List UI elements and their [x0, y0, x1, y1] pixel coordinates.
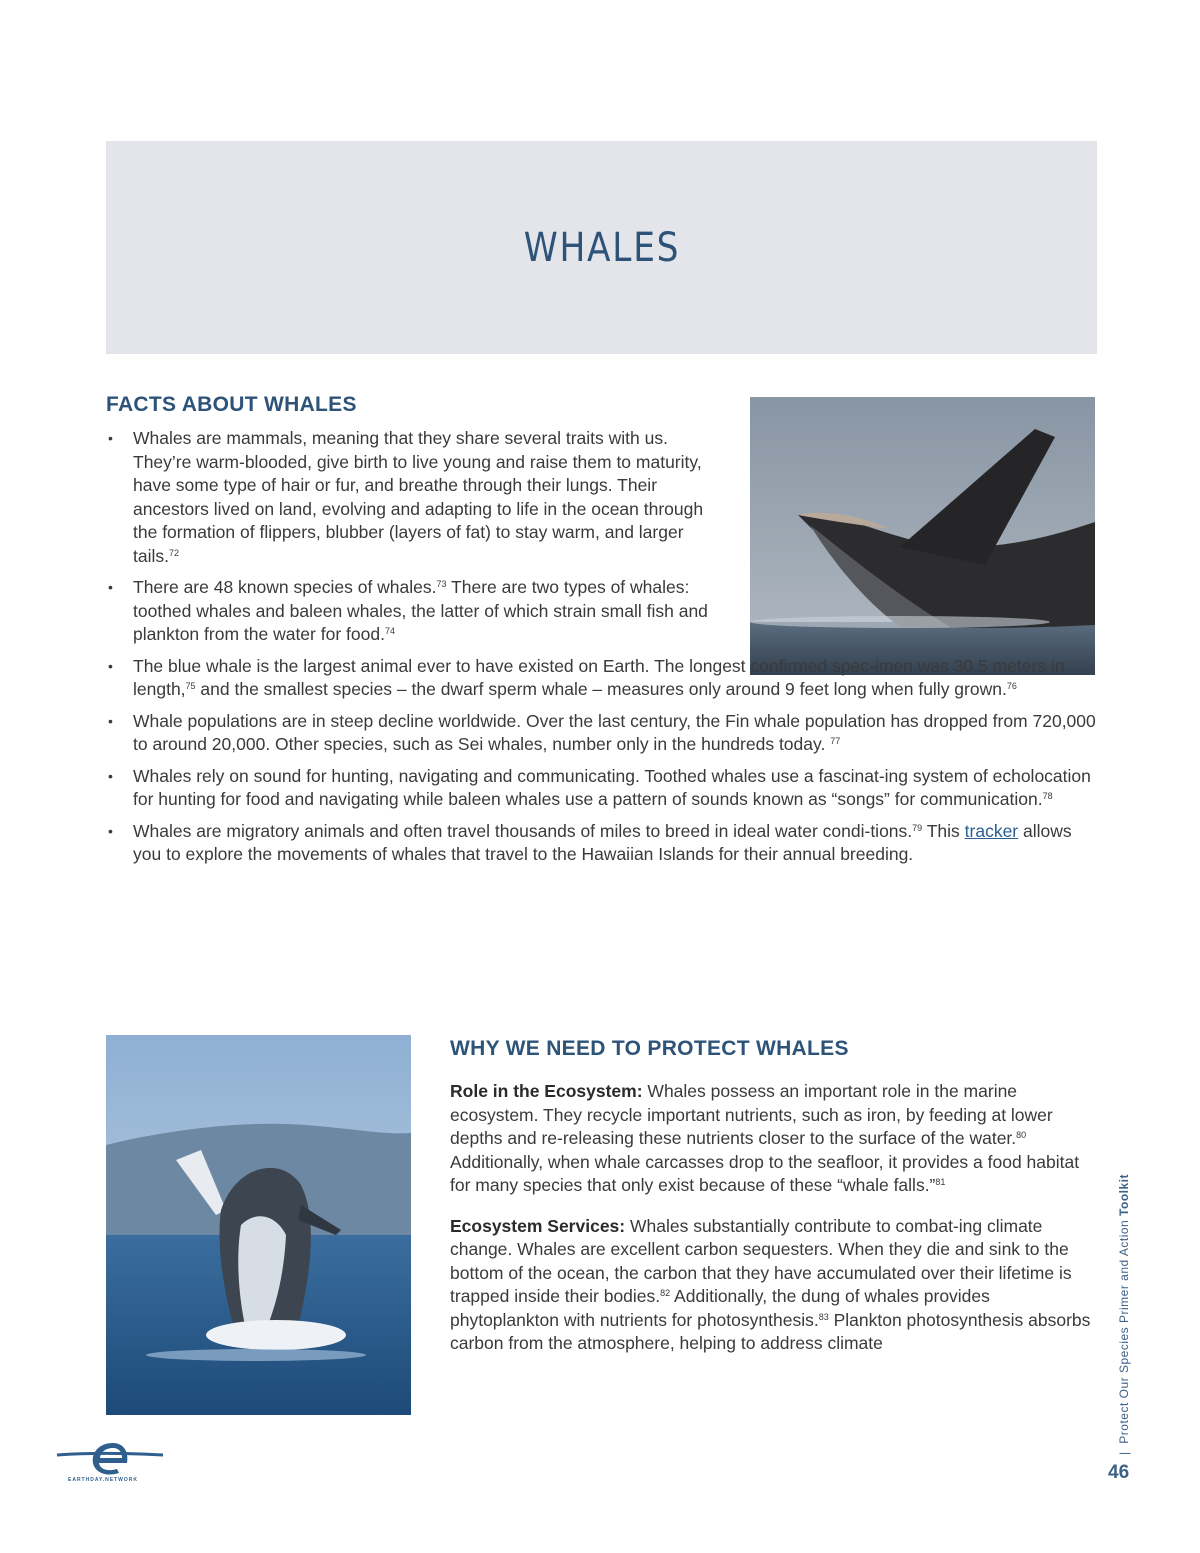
- list-item: • There are 48 known species of whales.$^{73}$ There are two types of whales: toothed whales and baleen whales, the latter of which strain small fish and plankton from the water for food.$^{74}$: [106, 576, 723, 647]
- facts-heading: FACTS ABOUT WHALES: [106, 393, 357, 416]
- why-protect-heading: WHY WE NEED TO PROTECT WHALES: [450, 1037, 849, 1060]
- page-number: 46: [1108, 1462, 1130, 1483]
- humpback-breach-photo: [106, 1035, 411, 1415]
- list-item: • Whales are migratory animals and often travel thousands of miles to breed in ideal water condi-tions.$^{79}$ This tracker allows you to explore the movements of whales that travel to the Hawaiian Islands for their annual breeding.: [106, 820, 1096, 867]
- page-title: WHALES: [523, 224, 680, 271]
- list-item: • The blue whale is the largest animal ever to have existed on Earth. The longest confirmed spec-imen was 30.5 meters in length,$^{75}$ and the smallest species – the dwarf sperm whale – measures only around 9 feet long when fully grown.$^{76}$: [106, 655, 1096, 702]
- facts-list: [106, 427, 1096, 875]
- title-banner: [106, 141, 1097, 354]
- role-in-ecosystem-paragraph: Role in the Ecosystem: Whales possess an important role in the marine ecosystem. They recycle important nutrients, such as iron, by feeding at lower depths and re-releasing these nutrients closer to the surface of the water.$^{80}$ Additionally, when whale carcasses drop to the seafloor, it provides a food habitat for many species that only exist because of these “whale falls.”$^{81}$: [450, 1081, 1080, 1195]
- why-protect-body: [450, 1080, 1098, 1373]
- list-item: • Whales rely on sound for hunting, navigating and communicating. Toothed whales use a fascinat-ing system of echolocation for hunting for food and navigating while baleen whales use a pattern of sounds known as “songs” for communication.$^{78}$: [106, 765, 1096, 812]
- logo-text: EARTHDAY.NETWORK: [68, 1477, 138, 1483]
- tracker-link[interactable]: tracker: [964, 820, 1019, 841]
- list-item: • Whales are mammals, meaning that they share several traits with us. They’re warm-blooded, give birth to live young and raise them to maturity, have some type of hair or fur, and breathe through their lungs. Their ancestors lived on land, evolving and adapting to life in the ocean through the formation of flippers, blubber (layers of fat) to stay warm, and larger tails.$^{72}$: [106, 427, 723, 568]
- toolkit-sidebar-label: | Protect Our Species Primer and Action Toolkit: [1117, 1174, 1131, 1455]
- list-item: • Whale populations are in steep decline worldwide. Over the last century, the Fin whale population has dropped from 720,000 to around 20,000. Other species, such as Sei whales, number only in the hundreds today. $^{77}$: [106, 710, 1096, 757]
- ecosystem-services-paragraph: Ecosystem Services: Whales substantially contribute to combat-ing climate change. Whales are excellent carbon sequesters. When they die and sink to the bottom of the ocean, the carbon that they have accumulated over their lifetime is trapped inside their bodies.$^{82}$ Additionally, the dung of whales provides phytoplankton with nutrients for photosynthesis.$^{83}$ Plankton photosynthesis absorbs carbon from the atmosphere, helping to address climate: [450, 1215, 1091, 1353]
